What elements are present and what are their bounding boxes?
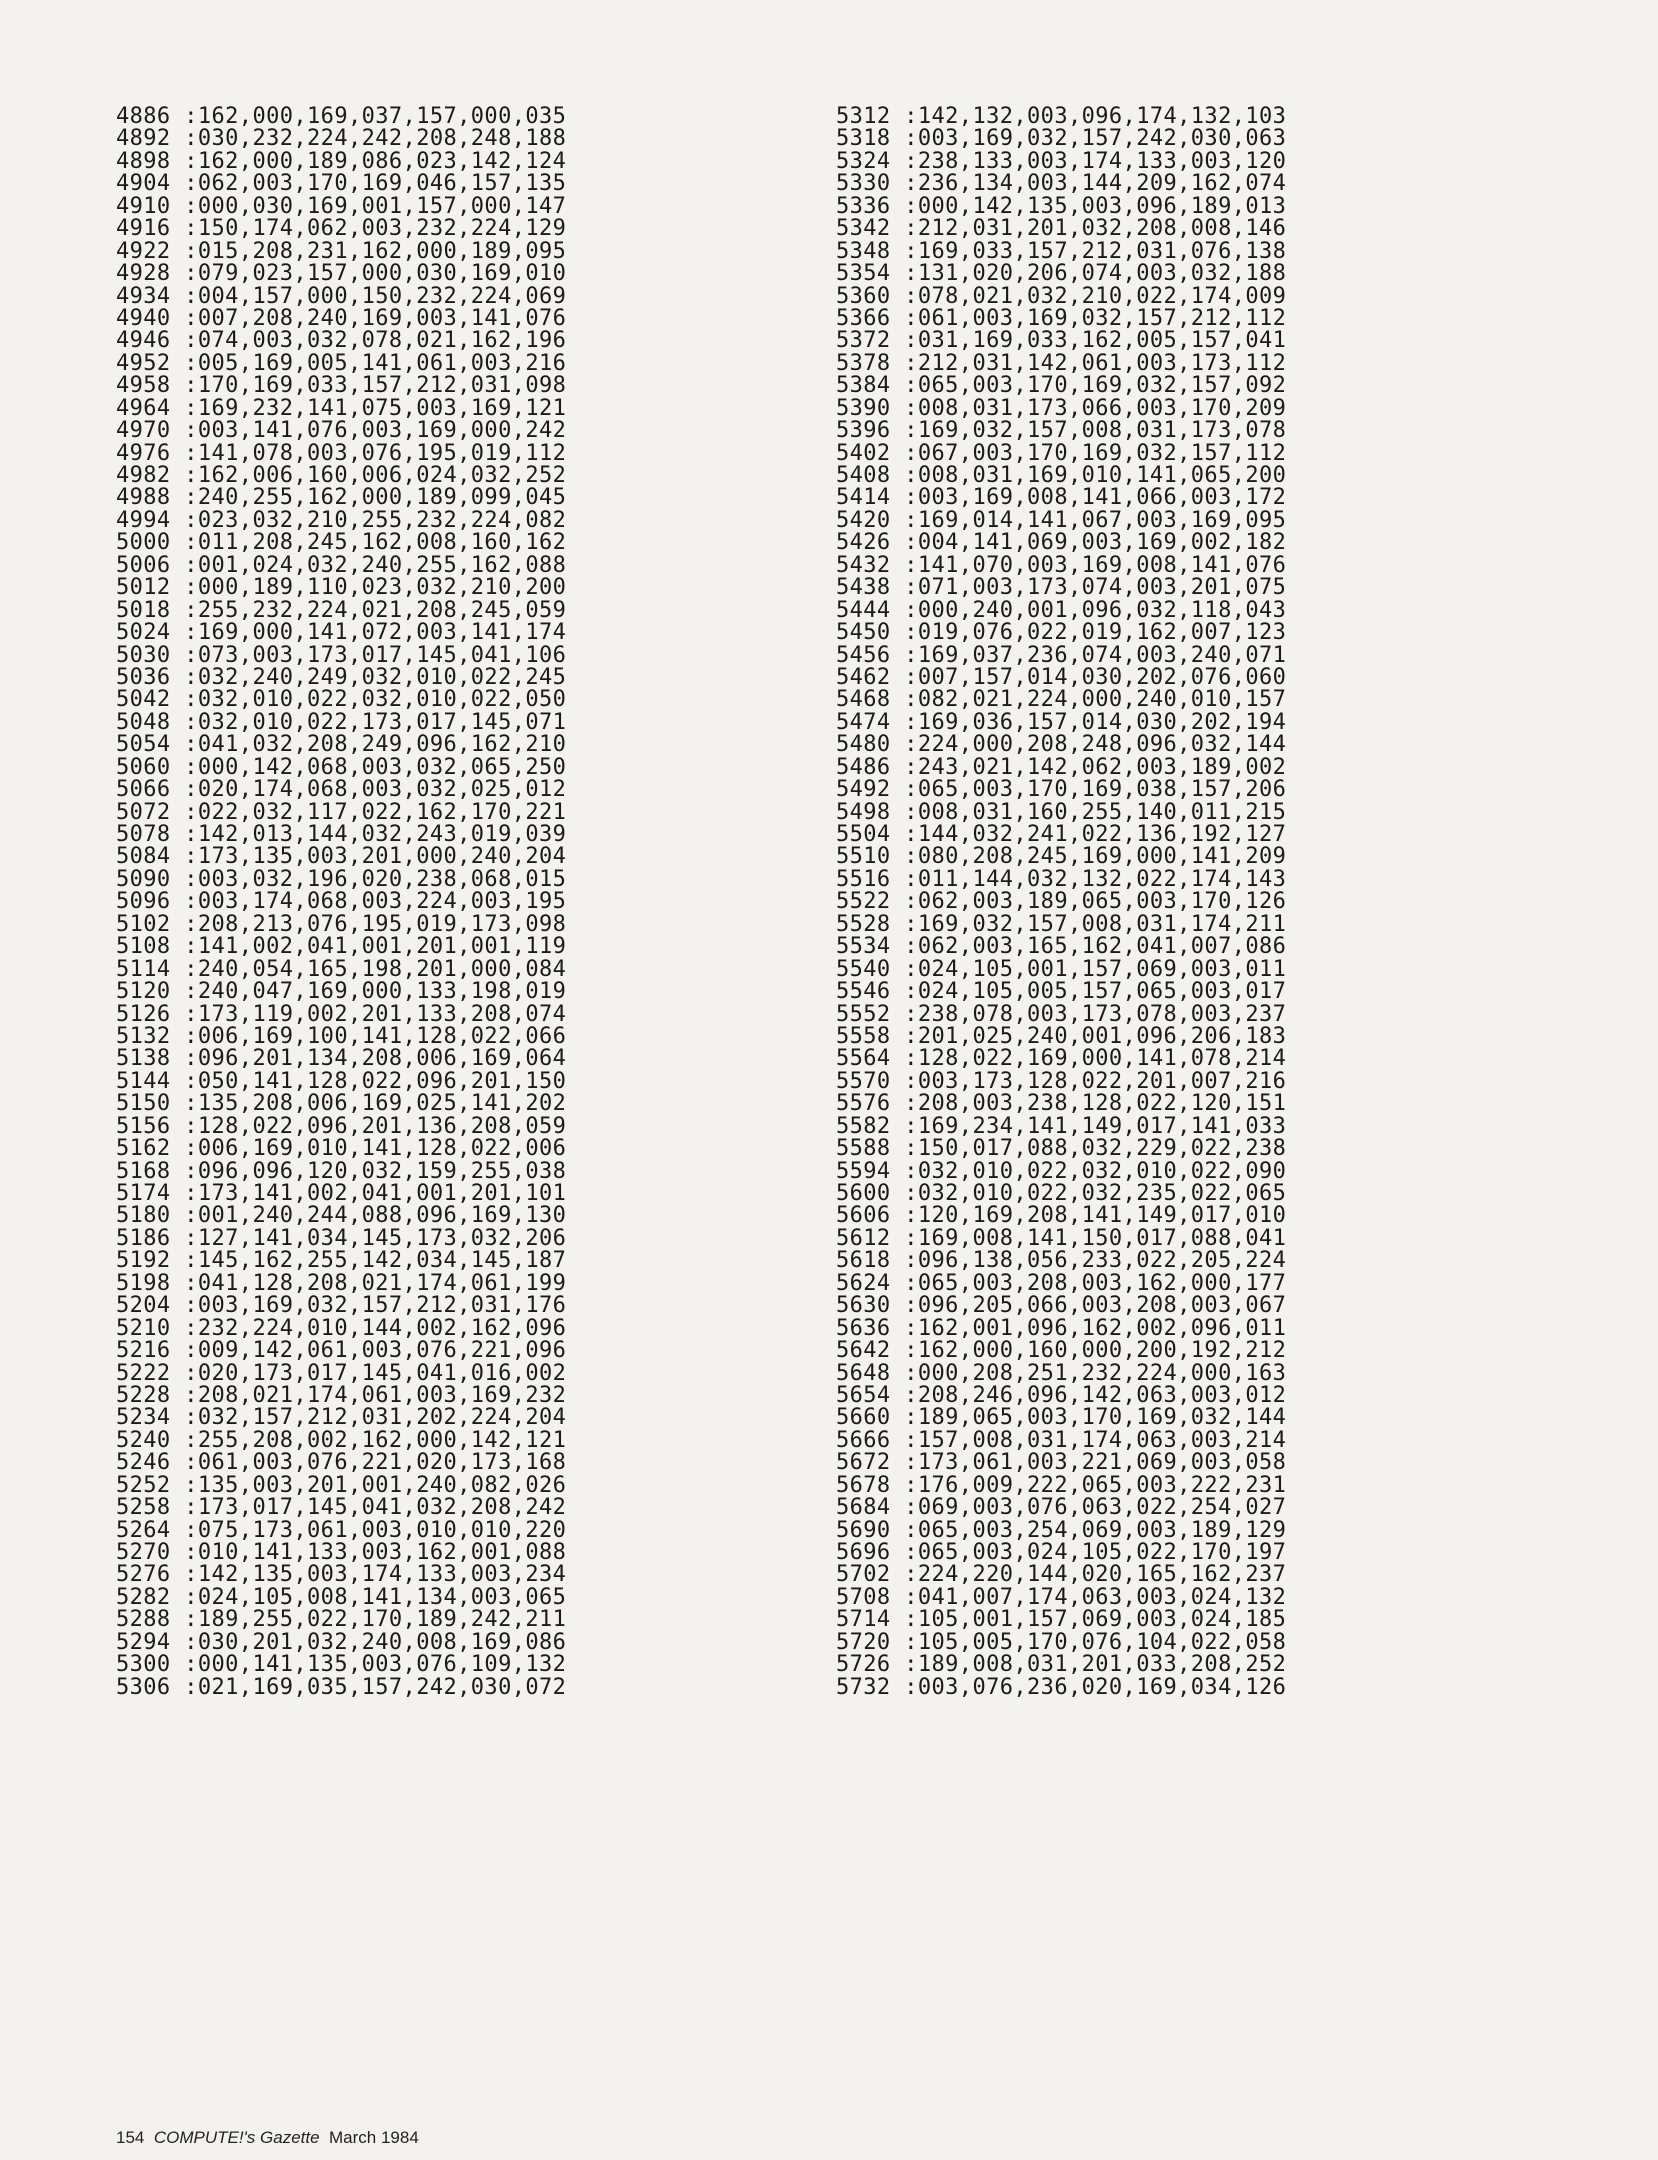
data-line: 5336 :000,142,135,003,096,189,013 — [836, 193, 1287, 219]
data-line: 5576 :208,003,238,128,022,120,151 — [836, 1091, 1287, 1117]
data-line: 5360 :078,021,032,210,022,174,009 — [836, 283, 1287, 309]
data-line: 4958 :170,169,033,157,212,031,098 — [116, 373, 567, 399]
data-line: 5468 :082,021,224,000,240,010,157 — [836, 687, 1287, 713]
data-line: 5582 :169,234,141,149,017,141,033 — [836, 1113, 1287, 1139]
data-line: 5228 :208,021,174,061,003,169,232 — [116, 1382, 567, 1408]
data-line: 5342 :212,031,201,032,208,008,146 — [836, 216, 1287, 242]
data-line: 5066 :020,174,068,003,032,025,012 — [116, 777, 567, 803]
page-number: 154 — [116, 2128, 145, 2147]
data-line: 5090 :003,032,196,020,238,068,015 — [116, 866, 567, 892]
data-line: 5366 :061,003,169,032,157,212,112 — [836, 305, 1287, 331]
data-line: 4934 :004,157,000,150,232,224,069 — [116, 283, 567, 309]
data-line: 5594 :032,010,022,032,010,022,090 — [836, 1158, 1287, 1184]
data-line: 5210 :232,224,010,144,002,162,096 — [116, 1315, 567, 1341]
data-line: 5120 :240,047,169,000,133,198,019 — [116, 979, 567, 1005]
data-line: 5174 :173,141,002,041,001,201,101 — [116, 1181, 567, 1206]
data-line: 5414 :003,169,008,141,066,003,172 — [836, 485, 1287, 511]
data-line: 4946 :074,003,032,078,021,162,196 — [116, 328, 567, 354]
data-line: 5702 :224,220,144,020,165,162,237 — [836, 1562, 1287, 1588]
data-line: 5018 :255,232,224,021,208,245,059 — [116, 597, 567, 623]
data-line: 5558 :201,025,240,001,096,206,183 — [836, 1023, 1287, 1049]
data-line: 5270 :010,141,133,003,162,001,088 — [116, 1540, 567, 1565]
data-line: 5408 :008,031,169,010,141,065,200 — [836, 463, 1287, 488]
magazine-title: COMPUTE!'s Gazette — [153, 2128, 320, 2147]
data-line: 5222 :020,173,017,145,041,016,002 — [116, 1360, 567, 1386]
data-line: 5528 :169,032,157,008,031,174,211 — [836, 911, 1287, 937]
data-line: 5432 :141,070,003,169,008,141,076 — [836, 552, 1287, 578]
data-line: 5654 :208,246,096,142,063,003,012 — [836, 1382, 1287, 1408]
data-line: 5486 :243,021,142,062,003,189,002 — [836, 754, 1287, 780]
data-line: 5480 :224,000,208,248,096,032,144 — [836, 732, 1287, 758]
data-line: 5150 :135,208,006,169,025,141,202 — [116, 1091, 567, 1117]
data-line: 5300 :000,141,135,003,076,109,132 — [116, 1652, 567, 1678]
data-line: 4928 :079,023,157,000,030,169,010 — [116, 261, 567, 287]
data-line: 4982 :162,006,160,006,024,032,252 — [116, 463, 567, 488]
data-line: 5546 :024,105,005,157,065,003,017 — [836, 979, 1287, 1005]
data-line: 5522 :062,003,189,065,003,170,126 — [836, 889, 1287, 915]
data-line: 4898 :162,000,189,086,023,142,124 — [116, 148, 567, 174]
data-line: 5258 :173,017,145,041,032,208,242 — [116, 1495, 567, 1521]
data-line: 5030 :073,003,173,017,145,041,106 — [116, 642, 567, 668]
data-line: 5318 :003,169,032,157,242,030,063 — [836, 126, 1287, 152]
data-line: 5198 :041,128,208,021,174,061,199 — [116, 1270, 567, 1296]
data-line: 4964 :169,232,141,075,003,169,121 — [116, 395, 567, 421]
data-line: 4892 :030,232,224,242,208,248,188 — [116, 126, 567, 152]
data-line: 5570 :003,173,128,022,201,007,216 — [836, 1068, 1287, 1094]
data-line: 5216 :009,142,061,003,076,221,096 — [116, 1338, 567, 1364]
data-line: 5036 :032,240,249,032,010,022,245 — [116, 664, 567, 690]
data-line: 5246 :061,003,076,221,020,173,168 — [116, 1450, 567, 1476]
data-line: 5288 :189,255,022,170,189,242,211 — [116, 1607, 567, 1633]
data-line: 5726 :189,008,031,201,033,208,252 — [836, 1652, 1287, 1678]
data-line: 4994 :023,032,210,255,232,224,082 — [116, 507, 567, 533]
data-line: 5306 :021,169,035,157,242,030,072 — [116, 1674, 567, 1700]
data-line: 5354 :131,020,206,074,003,032,188 — [836, 261, 1287, 287]
data-line: 5462 :007,157,014,030,202,076,060 — [836, 664, 1287, 690]
data-line: 5156 :128,022,096,201,136,208,059 — [116, 1113, 567, 1139]
data-line: 5714 :105,001,157,069,003,024,185 — [836, 1607, 1287, 1633]
data-line: 5492 :065,003,170,169,038,157,206 — [836, 777, 1287, 803]
data-line: 5372 :031,169,033,162,005,157,041 — [836, 328, 1287, 354]
data-line: 5636 :162,001,096,162,002,096,011 — [836, 1315, 1287, 1341]
data-line: 5534 :062,003,165,162,041,007,086 — [836, 934, 1287, 960]
data-line: 5006 :001,024,032,240,255,162,088 — [116, 552, 567, 578]
data-line: 4904 :062,003,170,169,046,157,135 — [116, 171, 567, 197]
data-line: 5648 :000,208,251,232,224,000,163 — [836, 1360, 1287, 1386]
data-line: 5456 :169,037,236,074,003,240,071 — [836, 642, 1287, 668]
data-line: 5054 :041,032,208,249,096,162,210 — [116, 732, 567, 758]
data-line: 5186 :127,141,034,145,173,032,206 — [116, 1225, 567, 1251]
data-line: 5078 :142,013,144,032,243,019,039 — [116, 822, 567, 847]
data-line: 5690 :065,003,254,069,003,189,129 — [836, 1517, 1287, 1543]
data-line: 4988 :240,255,162,000,189,099,045 — [116, 485, 567, 511]
data-line: 5696 :065,003,024,105,022,170,197 — [836, 1540, 1287, 1565]
data-line: 5498 :008,031,160,255,140,011,215 — [836, 799, 1287, 825]
data-line: 5108 :141,002,041,001,201,001,119 — [116, 934, 567, 960]
data-line: 5048 :032,010,022,173,017,145,071 — [116, 709, 567, 735]
data-line: 5396 :169,032,157,008,031,173,078 — [836, 418, 1287, 444]
data-line: 4976 :141,078,003,076,195,019,112 — [116, 440, 567, 466]
data-line: 5204 :003,169,032,157,212,031,176 — [116, 1293, 567, 1319]
data-line: 4952 :005,169,005,141,061,003,216 — [116, 350, 567, 376]
data-line: 5276 :142,135,003,174,133,003,234 — [116, 1562, 567, 1588]
data-line: 5126 :173,119,002,201,133,208,074 — [116, 1001, 567, 1027]
data-line: 5348 :169,033,157,212,031,076,138 — [836, 238, 1287, 264]
data-line: 5708 :041,007,174,063,003,024,132 — [836, 1584, 1287, 1610]
data-line: 5504 :144,032,241,022,136,192,127 — [836, 822, 1287, 847]
data-line: 5384 :065,003,170,169,032,157,092 — [836, 373, 1287, 399]
listing-column-right — [836, 106, 1286, 1699]
data-line: 4970 :003,141,076,003,169,000,242 — [116, 418, 567, 444]
data-line: 4886 :162,000,169,037,157,000,035 — [116, 104, 567, 129]
data-line: 5624 :065,003,208,003,162,000,177 — [836, 1270, 1287, 1296]
data-line: 5024 :169,000,141,072,003,141,174 — [116, 620, 567, 646]
data-line: 5192 :145,162,255,142,034,145,187 — [116, 1248, 567, 1274]
data-line: 5168 :096,096,120,032,159,255,038 — [116, 1158, 567, 1184]
data-line: 5378 :212,031,142,061,003,173,112 — [836, 350, 1287, 376]
data-line: 5612 :169,008,141,150,017,088,041 — [836, 1225, 1287, 1251]
data-line: 5282 :024,105,008,141,134,003,065 — [116, 1584, 567, 1610]
data-line: 5660 :189,065,003,170,169,032,144 — [836, 1405, 1287, 1431]
data-line: 4922 :015,208,231,162,000,189,095 — [116, 238, 567, 264]
data-line: 5732 :003,076,236,020,169,034,126 — [836, 1674, 1287, 1700]
data-line: 5720 :105,005,170,076,104,022,058 — [836, 1629, 1287, 1655]
data-line: 5672 :173,061,003,221,069,003,058 — [836, 1450, 1287, 1476]
data-line: 5252 :135,003,201,001,240,082,026 — [116, 1472, 567, 1498]
data-line: 5324 :238,133,003,174,133,003,120 — [836, 148, 1287, 174]
data-line: 5444 :000,240,001,096,032,118,043 — [836, 597, 1287, 623]
data-line: 5072 :022,032,117,022,162,170,221 — [116, 799, 567, 825]
data-line: 5102 :208,213,076,195,019,173,098 — [116, 911, 567, 937]
data-line: 5450 :019,076,022,019,162,007,123 — [836, 620, 1287, 646]
data-line: 5510 :080,208,245,169,000,141,209 — [836, 844, 1287, 870]
data-line: 5138 :096,201,134,208,006,169,064 — [116, 1046, 567, 1072]
data-line: 5642 :162,000,160,000,200,192,212 — [836, 1338, 1287, 1364]
listing-column-left — [116, 106, 566, 1699]
data-line: 5000 :011,208,245,162,008,160,162 — [116, 530, 567, 556]
data-line: 5312 :142,132,003,096,174,132,103 — [836, 104, 1287, 129]
data-line: 5420 :169,014,141,067,003,169,095 — [836, 507, 1287, 533]
data-line: 5606 :120,169,208,141,149,017,010 — [836, 1203, 1287, 1229]
data-line: 5060 :000,142,068,003,032,065,250 — [116, 754, 567, 780]
data-line: 5678 :176,009,222,065,003,222,231 — [836, 1472, 1287, 1498]
data-line: 5666 :157,008,031,174,063,003,214 — [836, 1427, 1287, 1453]
data-line: 5630 :096,205,066,003,208,003,067 — [836, 1293, 1287, 1319]
data-line: 4910 :000,030,169,001,157,000,147 — [116, 193, 567, 219]
data-line: 5390 :008,031,173,066,003,170,209 — [836, 395, 1287, 421]
data-line: 5552 :238,078,003,173,078,003,237 — [836, 1001, 1287, 1027]
data-line: 4916 :150,174,062,003,232,224,129 — [116, 216, 567, 242]
data-line: 5084 :173,135,003,201,000,240,204 — [116, 844, 567, 870]
data-line: 5180 :001,240,244,088,096,169,130 — [116, 1203, 567, 1229]
data-line: 5144 :050,141,128,022,096,201,150 — [116, 1068, 567, 1094]
data-line: 5132 :006,169,100,141,128,022,066 — [116, 1023, 567, 1049]
data-line: 5294 :030,201,032,240,008,169,086 — [116, 1629, 567, 1655]
issue-date: March 1984 — [329, 2128, 419, 2147]
data-line: 5540 :024,105,001,157,069,003,011 — [836, 956, 1287, 982]
data-line: 5096 :003,174,068,003,224,003,195 — [116, 889, 567, 915]
data-line: 5042 :032,010,022,032,010,022,050 — [116, 687, 567, 713]
data-line: 5516 :011,144,032,132,022,174,143 — [836, 866, 1287, 892]
data-line: 5618 :096,138,056,233,022,205,224 — [836, 1248, 1287, 1274]
data-line: 4940 :007,208,240,169,003,141,076 — [116, 305, 567, 331]
data-line: 5426 :004,141,069,003,169,002,182 — [836, 530, 1287, 556]
data-line: 5264 :075,173,061,003,010,010,220 — [116, 1517, 567, 1543]
data-line: 5240 :255,208,002,162,000,142,121 — [116, 1427, 567, 1453]
data-line: 5402 :067,003,170,169,032,157,112 — [836, 440, 1287, 466]
data-line: 5330 :236,134,003,144,209,162,074 — [836, 171, 1287, 197]
data-line: 5684 :069,003,076,063,022,254,027 — [836, 1495, 1287, 1521]
data-line: 5162 :006,169,010,141,128,022,006 — [116, 1136, 567, 1162]
data-line: 5564 :128,022,169,000,141,078,214 — [836, 1046, 1287, 1072]
data-line: 5234 :032,157,212,031,202,224,204 — [116, 1405, 567, 1431]
data-line: 5438 :071,003,173,074,003,201,075 — [836, 575, 1287, 601]
data-line: 5588 :150,017,088,032,229,022,238 — [836, 1136, 1287, 1162]
data-line: 5114 :240,054,165,198,201,000,084 — [116, 956, 567, 982]
data-line: 5012 :000,189,110,023,032,210,200 — [116, 575, 567, 601]
data-line: 5474 :169,036,157,014,030,202,194 — [836, 709, 1287, 735]
data-line: 5600 :032,010,022,032,235,022,065 — [836, 1181, 1287, 1206]
page-footer — [116, 2128, 419, 2148]
